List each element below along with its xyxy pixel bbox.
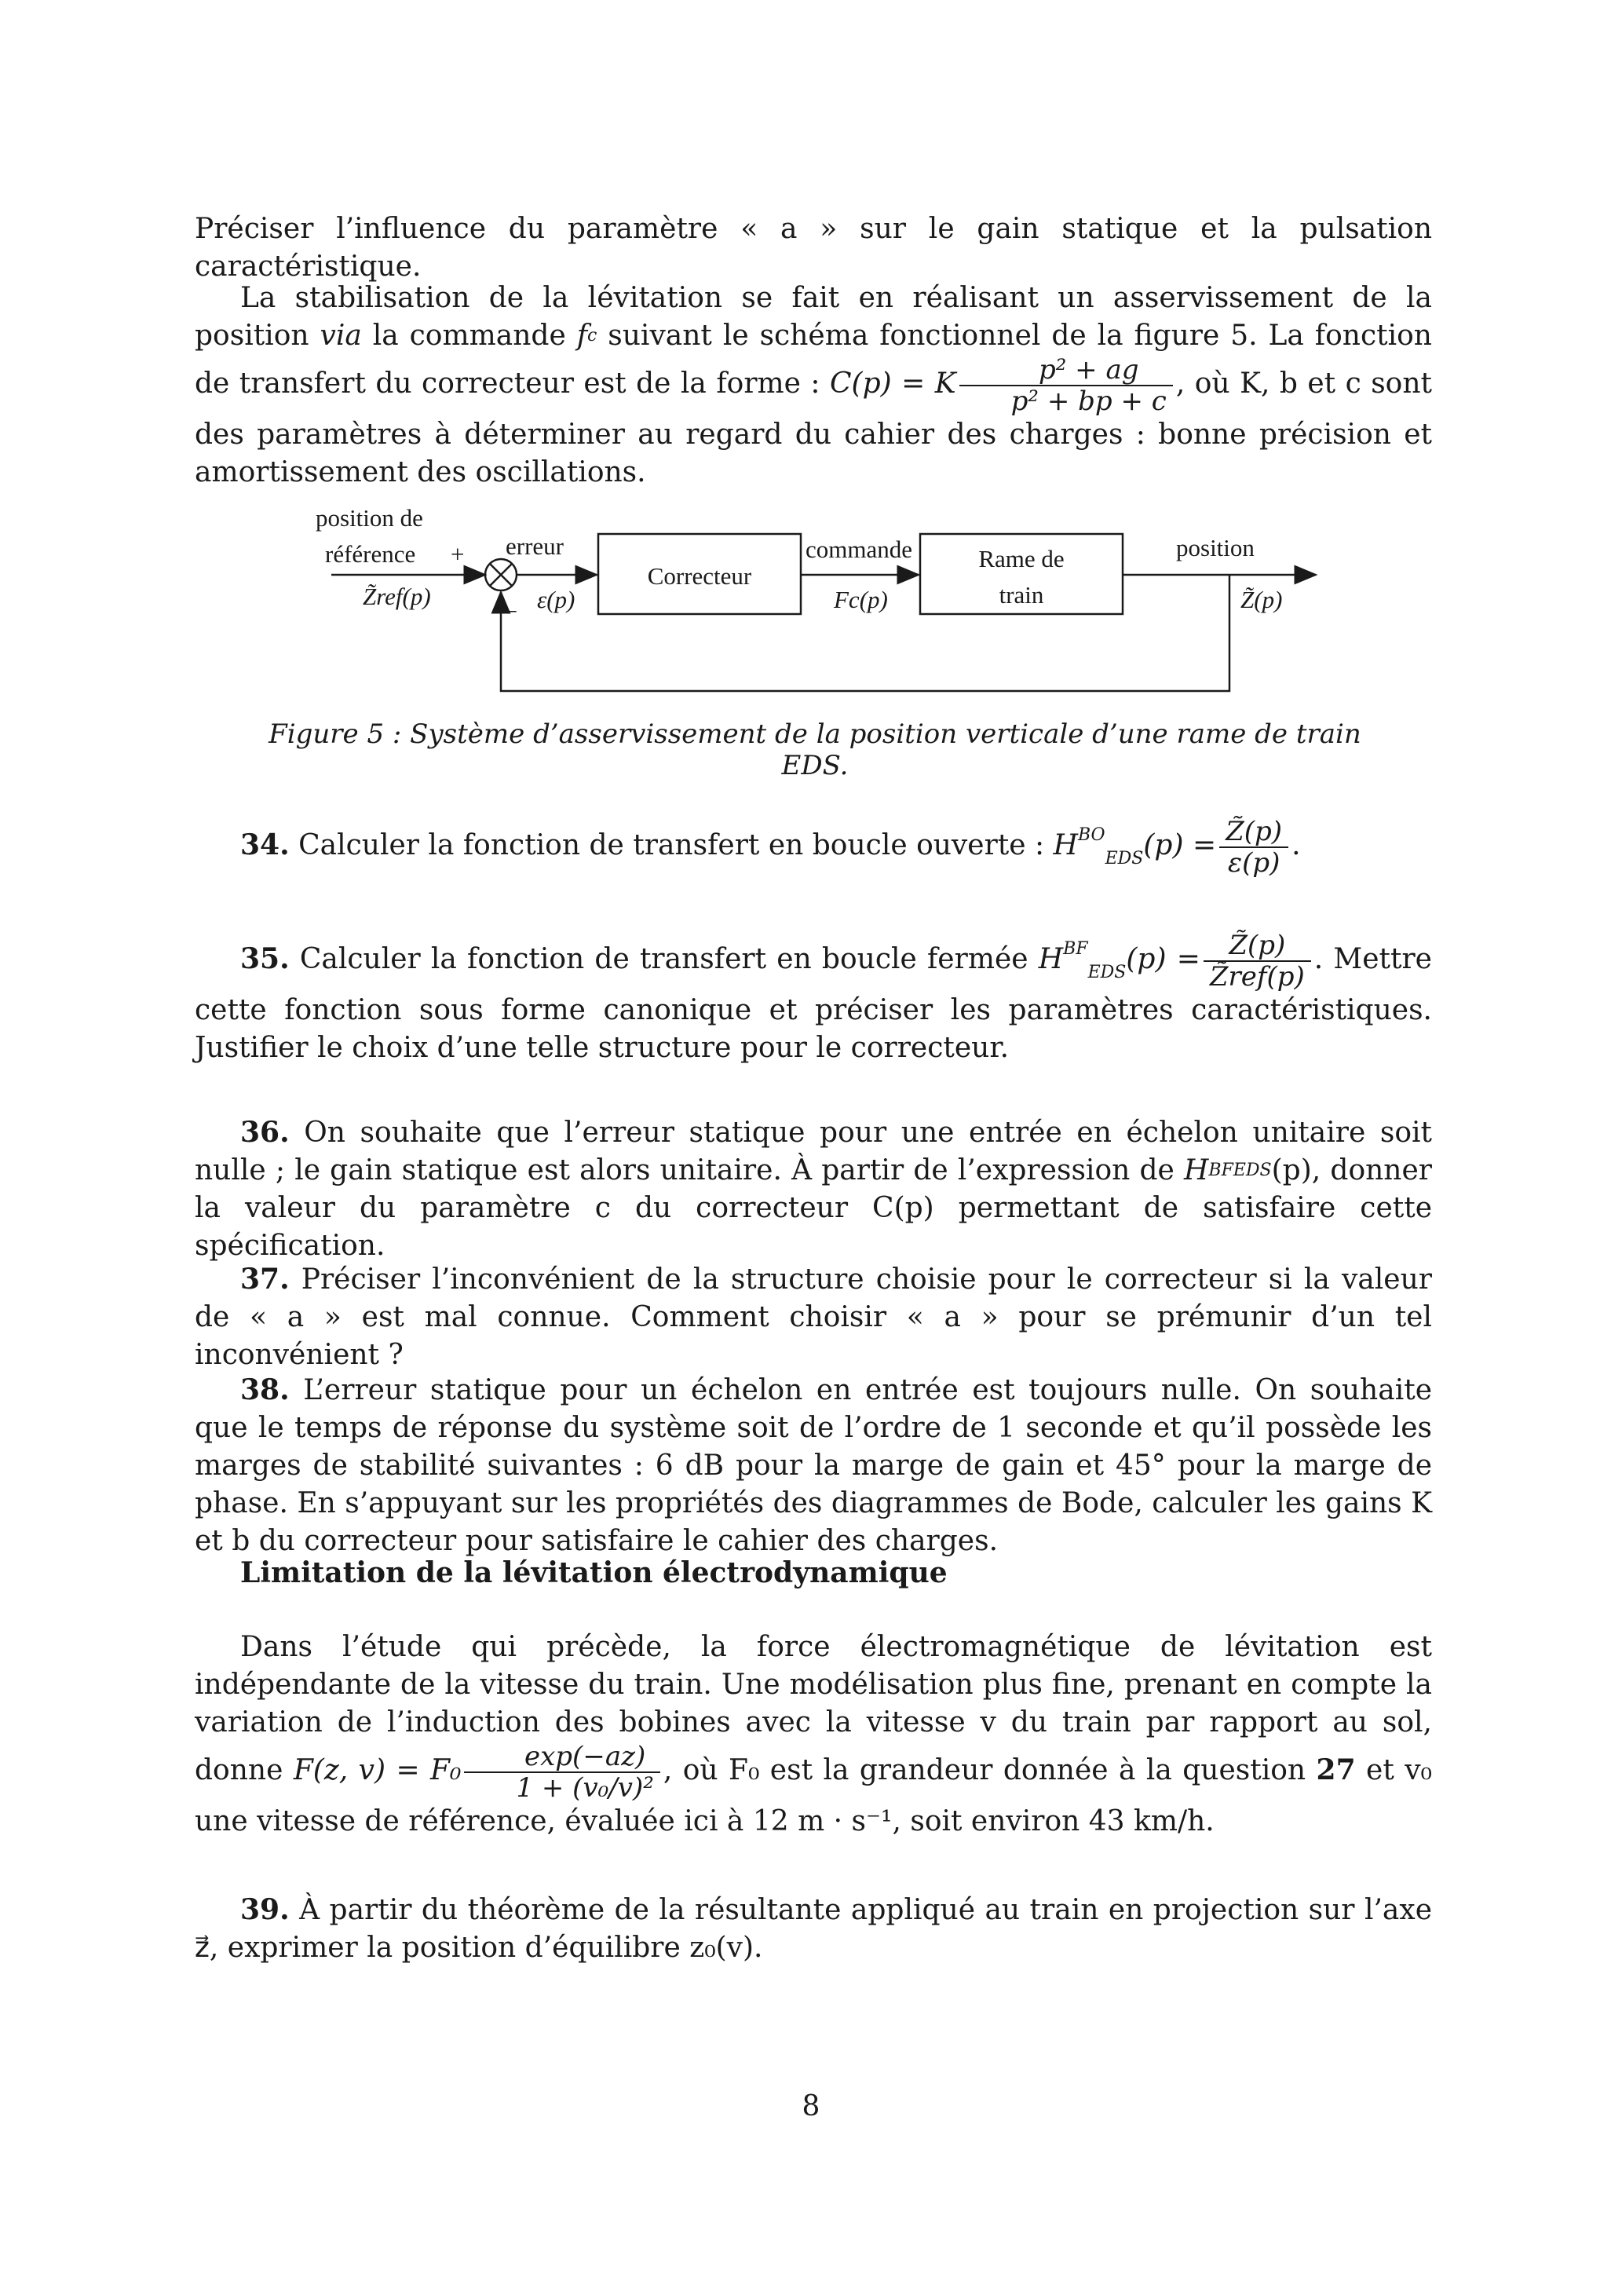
text-segment: , où K, b et c sont des paramètres à déterminer au regard du cahier des charges : bonne précision et amortissement des oscillations. xyxy=(195,367,1433,488)
label-zp: Z̃(p) xyxy=(1240,586,1283,613)
fraction-denominator: 1 + (v₀/v)² xyxy=(516,1772,654,1804)
label-epsilon: ε(p) xyxy=(537,586,575,613)
section-title: Limitation de la lévitation électrodynamique xyxy=(240,1556,948,1589)
math-fraction-bo xyxy=(1219,817,1288,878)
math-cp: C(p) = K xyxy=(830,367,956,400)
label-erreur: erreur xyxy=(506,532,564,560)
math-force: F(z, v) = F₀ xyxy=(293,1754,462,1786)
label-zref: Z̃ref(p) xyxy=(363,583,431,610)
math-fc-sub: c xyxy=(587,326,597,345)
fraction-denominator: Z̃ref(p) xyxy=(1209,961,1305,993)
label-plus: + xyxy=(451,540,465,568)
question-35 xyxy=(195,930,1432,1067)
question-37 xyxy=(195,1260,1432,1374)
question-number: 39. xyxy=(240,1893,290,1926)
question-number: 35. xyxy=(240,942,290,975)
text-segment: L’erreur statique pour un échelon en entrée est toujours nulle. On souhaite que le temps de réponse du système soit de l’ordre de 1 seconde et qu’il possède les marges de stabilité suivantes : 6 dB pour la marge de gain et 45° pour la marge de phase. En s’appuyant sur les propriétés des diagrammes de Bode, calculer les gains K et b du correcteur pour satisfaire le cahier des charges. xyxy=(195,1374,1432,1557)
fraction-numerator: Z̃(p) xyxy=(1204,930,1311,962)
math-sub: EDS xyxy=(1233,1161,1272,1180)
text-segment: Calculer la fonction de transfert en boucle fermée xyxy=(289,943,1039,975)
question-number: 37. xyxy=(240,1263,290,1296)
math-fraction-bf xyxy=(1204,930,1311,992)
math-arg: (p) = xyxy=(1143,829,1217,861)
question-34 xyxy=(195,817,1432,878)
figure-caption: Figure 5 : Système d’asservissement de la position verticale d’une rame de train EDS. xyxy=(269,718,1361,781)
fraction-numerator: p² + ag xyxy=(959,355,1173,386)
math-sub: EDS xyxy=(1105,849,1144,868)
question-number: 36. xyxy=(240,1116,290,1149)
label-rame-de: Rame de xyxy=(978,545,1065,572)
fraction-numerator: Z̃(p) xyxy=(1219,817,1288,848)
question-number: 34. xyxy=(240,828,290,861)
question-ref: 27 xyxy=(1316,1753,1356,1786)
label-position: position xyxy=(1176,534,1255,561)
page-number: 8 xyxy=(802,2090,820,2122)
text-segment: . xyxy=(1291,829,1301,861)
math-fraction-force xyxy=(464,1742,659,1803)
text-segment: . Mettre cette fonction sous forme canonique et préciser les paramètres caractéristiques. Justifier le choix d’une telle structure pour le correcteur. xyxy=(195,943,1432,1064)
math-h: H xyxy=(1184,1154,1209,1186)
math-sup: BF xyxy=(1063,939,1088,959)
math-sub: EDS xyxy=(1087,963,1127,982)
label-fc: Fc(p) xyxy=(834,586,888,613)
question-39 xyxy=(195,1891,1432,1967)
block-diagram xyxy=(298,493,1335,713)
label-commande: commande xyxy=(806,536,913,563)
text-segment: La stabilisation de la lévitation se fait en réalisant un asservissement de la position xyxy=(195,282,1432,352)
text-segment: On souhaite que l’erreur statique pour une entrée en échelon unitaire soit nulle ; le gain statique est alors unitaire. À partir de l’expression de xyxy=(195,1117,1432,1186)
text-segment: , où F₀ est la grandeur donnée à la question xyxy=(663,1754,1317,1786)
text-segment: la commande xyxy=(361,320,577,352)
fraction-denominator: p² + bp + c xyxy=(1010,386,1167,417)
question-38 xyxy=(195,1371,1432,1560)
math-sup: BO xyxy=(1077,825,1105,845)
paragraph-a-influence: Préciser l’influence du paramètre « a » sur le gain statique et la pulsation caractéristique. xyxy=(195,213,1432,283)
question-number: 38. xyxy=(240,1373,290,1406)
math-fraction-correcteur xyxy=(959,355,1173,416)
fraction-denominator: ε(p) xyxy=(1227,847,1280,879)
question-36 xyxy=(195,1113,1432,1265)
math-h: H xyxy=(1053,829,1078,861)
label-correcteur: Correcteur xyxy=(647,562,752,590)
math-h: H xyxy=(1038,943,1064,975)
math-fc: f xyxy=(576,320,588,352)
math-sup: BF xyxy=(1208,1161,1233,1180)
text-segment: Préciser l’inconvénient de la structure choisie pour le correcteur si la valeur de « a » est mal connue. Comment choisir « a » pour se prémunir d’un tel inconvénient ? xyxy=(195,1263,1432,1371)
label-minus: – xyxy=(504,595,517,623)
text-segment: Dans l’étude qui précède, la force électromagnétique de lévitation est indépendante de la vitesse du train. Une modélisation plus fine, prenant en compte la variation de l’induction des bobines avec la vitesse v du train par rapport au sol, donne xyxy=(195,1631,1432,1786)
label-train: train xyxy=(999,581,1044,609)
text-segment: et v₀ une vitesse de référence, évaluée ici à 12 m · s⁻¹, soit environ 43 km/h. xyxy=(195,1754,1432,1837)
label-position-de: position de xyxy=(316,504,423,532)
label-reference: référence xyxy=(325,540,416,568)
text-segment: (p), donner la valeur du paramètre c du correcteur C(p) permettant de satisfaire cette spécification. xyxy=(195,1154,1432,1262)
paragraph-limitation xyxy=(195,1629,1432,1841)
paragraph-stabilisation xyxy=(195,280,1432,492)
fraction-numerator: exp(−az) xyxy=(464,1742,659,1773)
text-segment: À partir du théorème de la résultante appliqué au train en projection sur l’axe z⃗, exprimer la position d’équilibre z₀(v). xyxy=(195,1894,1432,1964)
math-arg: (p) = xyxy=(1126,943,1200,975)
text-segment: Calculer la fonction de transfert en boucle ouverte : xyxy=(289,829,1054,861)
text-segment: suivant le schéma fonctionnel de la figure 5. La fonction de transfert du correcteur est de la forme : xyxy=(195,320,1432,400)
text-segment: via xyxy=(320,320,362,352)
